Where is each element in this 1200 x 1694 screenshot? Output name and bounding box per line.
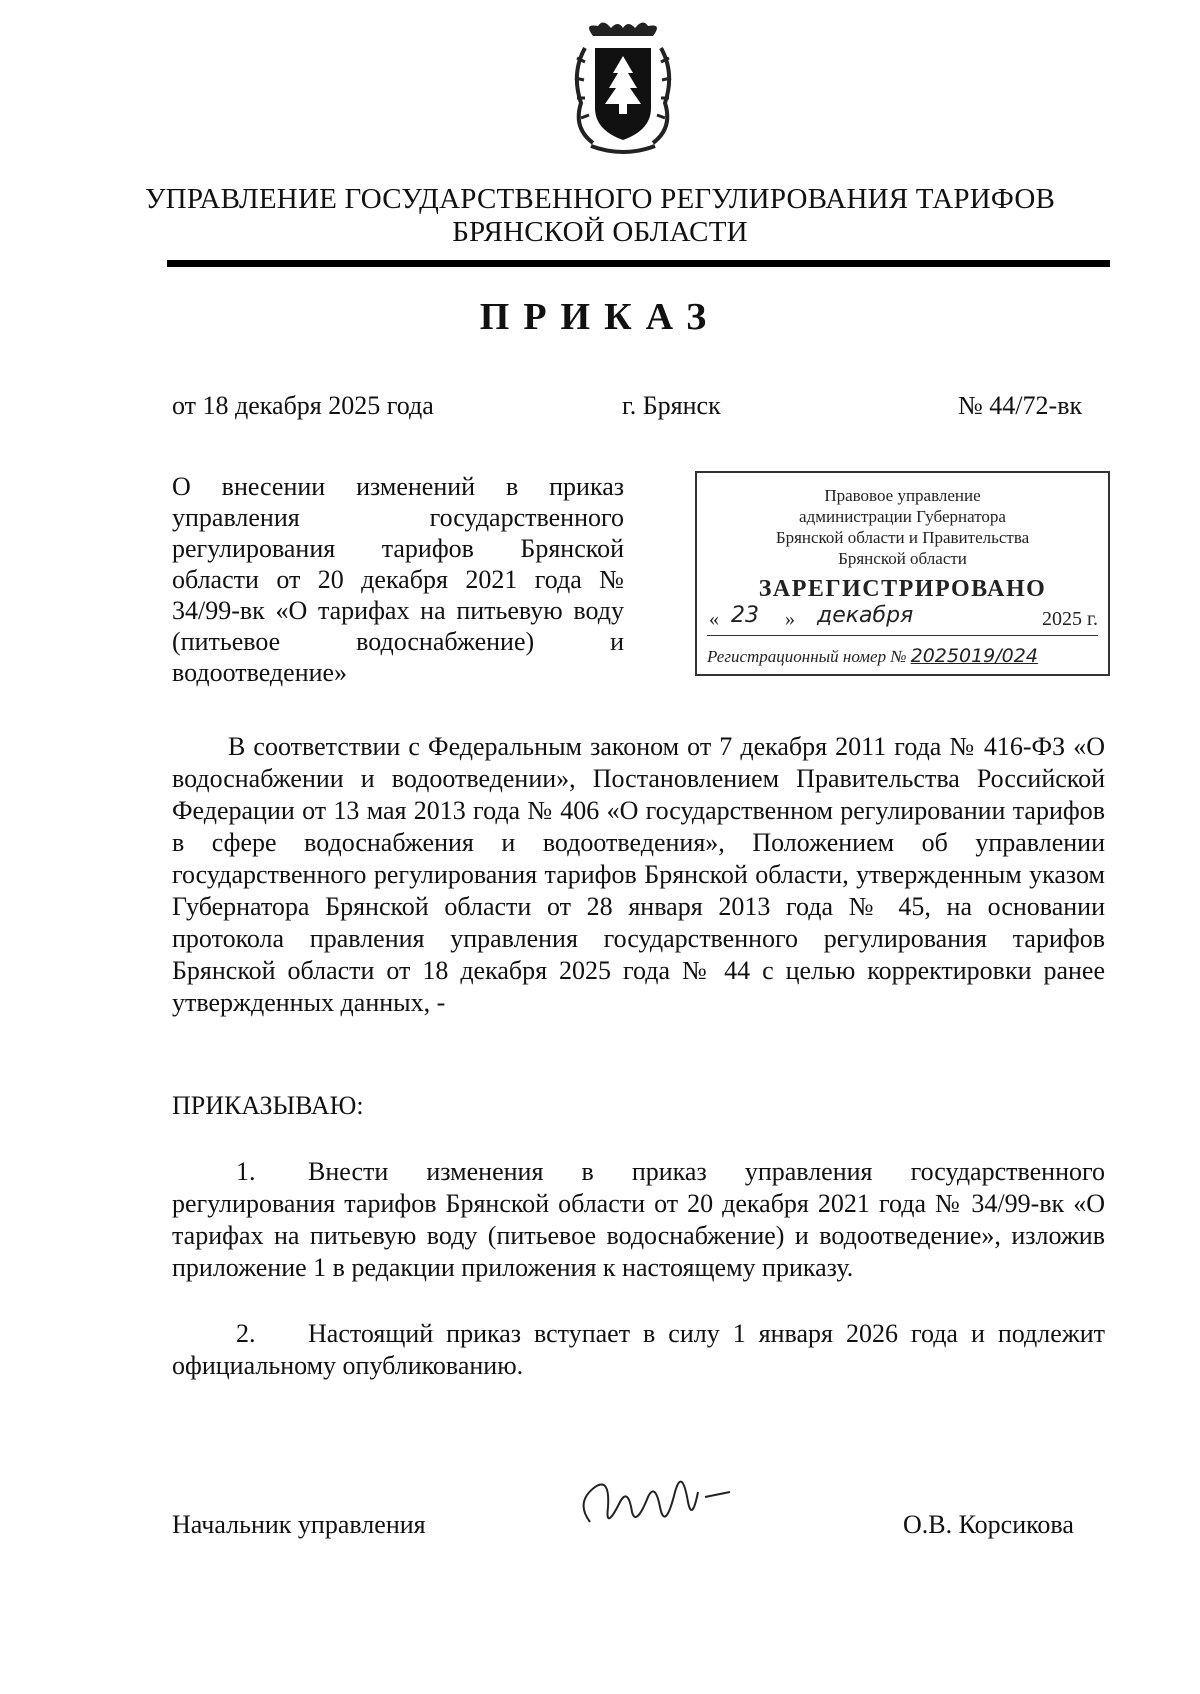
order-city: г. Брянск xyxy=(622,391,721,420)
signatory-name: О.В. Корсикова xyxy=(903,1510,1074,1539)
order-number: № 44/72-вк xyxy=(958,391,1083,420)
agency-line-2: БРЯНСКОЙ ОБЛАСТИ xyxy=(452,216,748,248)
order-item-text: Внести изменения в приказ управления государственного регулирования тарифов Брянской области от 20 декабря 2021 года № 34/99-вк «О тарифах на питьевую воду (питьевое водоснабжение) и водоотведение», изложив приложение 1 в редакции приложения к настоящему приказу. xyxy=(172,1157,1105,1282)
stamp-close-quote: » xyxy=(785,608,795,630)
order-item-number: 2. xyxy=(236,1319,256,1348)
handwritten-signature xyxy=(570,1462,750,1542)
stamp-registration-number xyxy=(707,646,1100,667)
order-date: от 18 декабря 2025 года xyxy=(172,391,434,420)
agency-name xyxy=(120,183,1080,249)
registration-stamp xyxy=(695,471,1110,676)
coat-of-arms-emblem xyxy=(563,18,683,158)
stamp-day: 23 xyxy=(731,603,759,628)
stamp-regno-label: Регистрационный номер № xyxy=(707,647,907,666)
stamp-line-1: Правовое управление xyxy=(824,486,981,505)
stamp-line-2: администрации Губернатора xyxy=(799,507,1006,526)
order-subject: О внесении изменений в приказ управления государственного регулирования тарифов Брянской области от 20 декабря 2021 года № 34/99-вк «О тарифах на питьевую воду (питьевое водоснабжение) и водоотведение» xyxy=(172,472,624,687)
agency-line-1: УПРАВЛЕНИЕ ГОСУДАРСТВЕННОГО РЕГУЛИРОВАНИЯ ТАРИФОВ xyxy=(144,183,1056,215)
stamp-line-4: Брянской области xyxy=(838,549,967,568)
order-item-text: Настоящий приказ вступает в силу 1 января 2026 года и подлежит официальному опубликованию. xyxy=(172,1319,1105,1380)
document-title: ПРИКАЗ xyxy=(479,296,721,338)
stamp-regno-value: 2025019/024 xyxy=(910,645,1038,667)
order-word: ПРИКАЗЫВАЮ: xyxy=(172,1091,364,1120)
stamp-month: декабря xyxy=(817,603,914,628)
order-item xyxy=(172,1318,1105,1382)
stamp-open-quote: « xyxy=(709,608,719,630)
stamp-registered: ЗАРЕГИСТРИРОВАНО xyxy=(758,576,1047,602)
signatory-title: Начальник управления xyxy=(172,1510,426,1539)
order-item xyxy=(172,1156,1105,1284)
order-item-number: 1. xyxy=(236,1157,256,1186)
stamp-year: 2025 г. xyxy=(1042,608,1098,630)
stamp-line-3: Брянской области и Правительства xyxy=(775,528,1030,547)
stamp-date-line xyxy=(707,605,1098,636)
header-divider xyxy=(167,260,1110,267)
preamble-paragraph: В соответствии с Федеральным законом от 7 декабря 2011 года № 416-ФЗ «О водоснабжении и водоотведении», Постановлением Правительства Российской Федерации от 13 мая 2013 года № 406 «О государственном регулировании тарифов в сфере водоснабжения и водоотведения», Положением об управлении государственного регулирования тарифов Брянской области, утвержденным указом Губернатора Брянской области от 28 января 2013 года № 45, на основании протокола правления управления государственного регулирования тарифов Брянской области от 18 декабря 2025 года № 44 с целью корректировки ранее утвержденных данных, - xyxy=(172,732,1105,1017)
